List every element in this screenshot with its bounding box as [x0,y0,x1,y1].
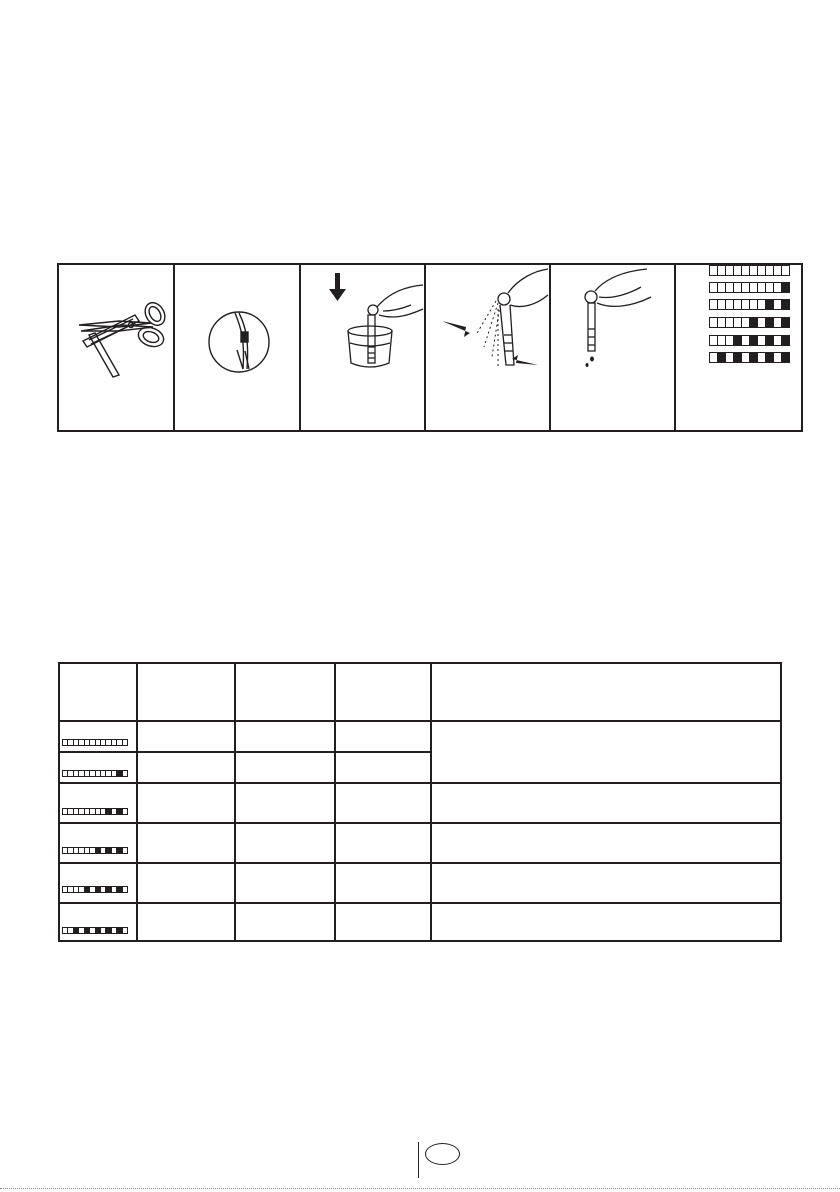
scale-cell [758,318,766,327]
scale-cell [734,300,742,309]
scale-cell [758,266,766,275]
scale-cell [750,353,758,362]
strip-cell [123,848,127,853]
scale-cell [710,283,718,292]
table-divider [334,662,336,942]
scale-cell [718,318,726,327]
scale-cell [782,300,789,309]
scale-cell [742,300,750,309]
scale-cell [734,336,742,345]
scale-cell [774,300,782,309]
scale-cell [766,283,774,292]
scale-cell [718,353,726,362]
strip-cell [123,809,127,814]
table-divider [136,662,138,942]
table-divider [58,862,782,864]
scale-cell [718,266,726,275]
hardness-scale-row [709,317,790,328]
scale-cell [750,300,758,309]
table-divider [58,902,782,904]
scale-cell [774,353,782,362]
scale-cell [782,353,789,362]
scale-cell [758,353,766,362]
table-row-strip [62,739,128,746]
scale-cell [766,300,774,309]
table-divider [234,662,236,942]
scale-cell [782,283,789,292]
illustration-panel-scissors [57,263,175,432]
scale-cell [734,353,742,362]
table-divider [430,662,432,942]
strip-cell [123,887,127,892]
strip-cell [123,928,127,933]
strip-cell [123,771,127,776]
scale-cell [718,336,726,345]
language-badge [425,1143,460,1165]
dip-strip-in-glass-icon [301,265,425,430]
table-row-strip [62,927,128,934]
table-divider [58,720,782,722]
scale-cell [742,336,750,345]
scale-cell [710,336,718,345]
table-divider [58,751,432,753]
scale-cell [774,283,782,292]
strip-cell [123,740,127,745]
scale-cell [750,336,758,345]
scale-cell [734,266,742,275]
shake-strip-icon [426,265,550,430]
scale-cell [766,353,774,362]
illustration-panel-hold-strip [549,263,677,432]
scale-cell [742,318,750,327]
scale-cell [726,336,734,345]
scale-cell [734,283,742,292]
scale-cell [782,318,789,327]
scale-cell [750,266,758,275]
scale-cell [710,266,718,275]
scale-cell [774,336,782,345]
scale-cell [742,266,750,275]
scale-cell [782,266,789,275]
illustration-panel-shake-strip [424,263,552,432]
table-row-strip [62,770,128,777]
scale-cell [710,300,718,309]
scale-cell [766,336,774,345]
hardness-scale-row [709,352,790,363]
hardness-scale-row [709,282,790,293]
table-divider [58,782,782,784]
strip-closeup-icon [175,265,299,430]
hardness-scale-row [709,335,790,346]
scale-cell [758,283,766,292]
scale-cell [766,318,774,327]
table-row-strip [62,847,128,854]
scale-cell [718,300,726,309]
scale-cell [750,283,758,292]
hardness-scale-row [709,299,790,310]
hardness-table [58,662,782,942]
hardness-scale-row [709,265,790,276]
scale-cell [710,318,718,327]
scale-cell [734,318,742,327]
page-trim-line [0,1188,840,1189]
scale-cell [758,336,766,345]
scale-cell [750,318,758,327]
illustration-panel-strip-closeup [173,263,301,432]
hold-strip-dripping-icon [551,265,675,430]
scale-cell [742,353,750,362]
scale-cell [758,300,766,309]
table-row-strip [62,886,128,893]
scale-cell [726,283,734,292]
scale-cell [766,266,774,275]
scale-cell [710,353,718,362]
scale-cell [774,266,782,275]
scale-cell [718,283,726,292]
illustration-panel-dip-in-water [299,263,427,432]
scale-cell [726,266,734,275]
scale-cell [726,353,734,362]
scale-cell [742,283,750,292]
table-divider [58,822,782,824]
scale-cell [774,318,782,327]
scale-cell [726,318,734,327]
scale-cell [782,336,789,345]
page-footer-divider [418,1142,419,1178]
table-row-strip [62,808,128,815]
scissors-icon [59,265,173,430]
scale-cell [726,300,734,309]
